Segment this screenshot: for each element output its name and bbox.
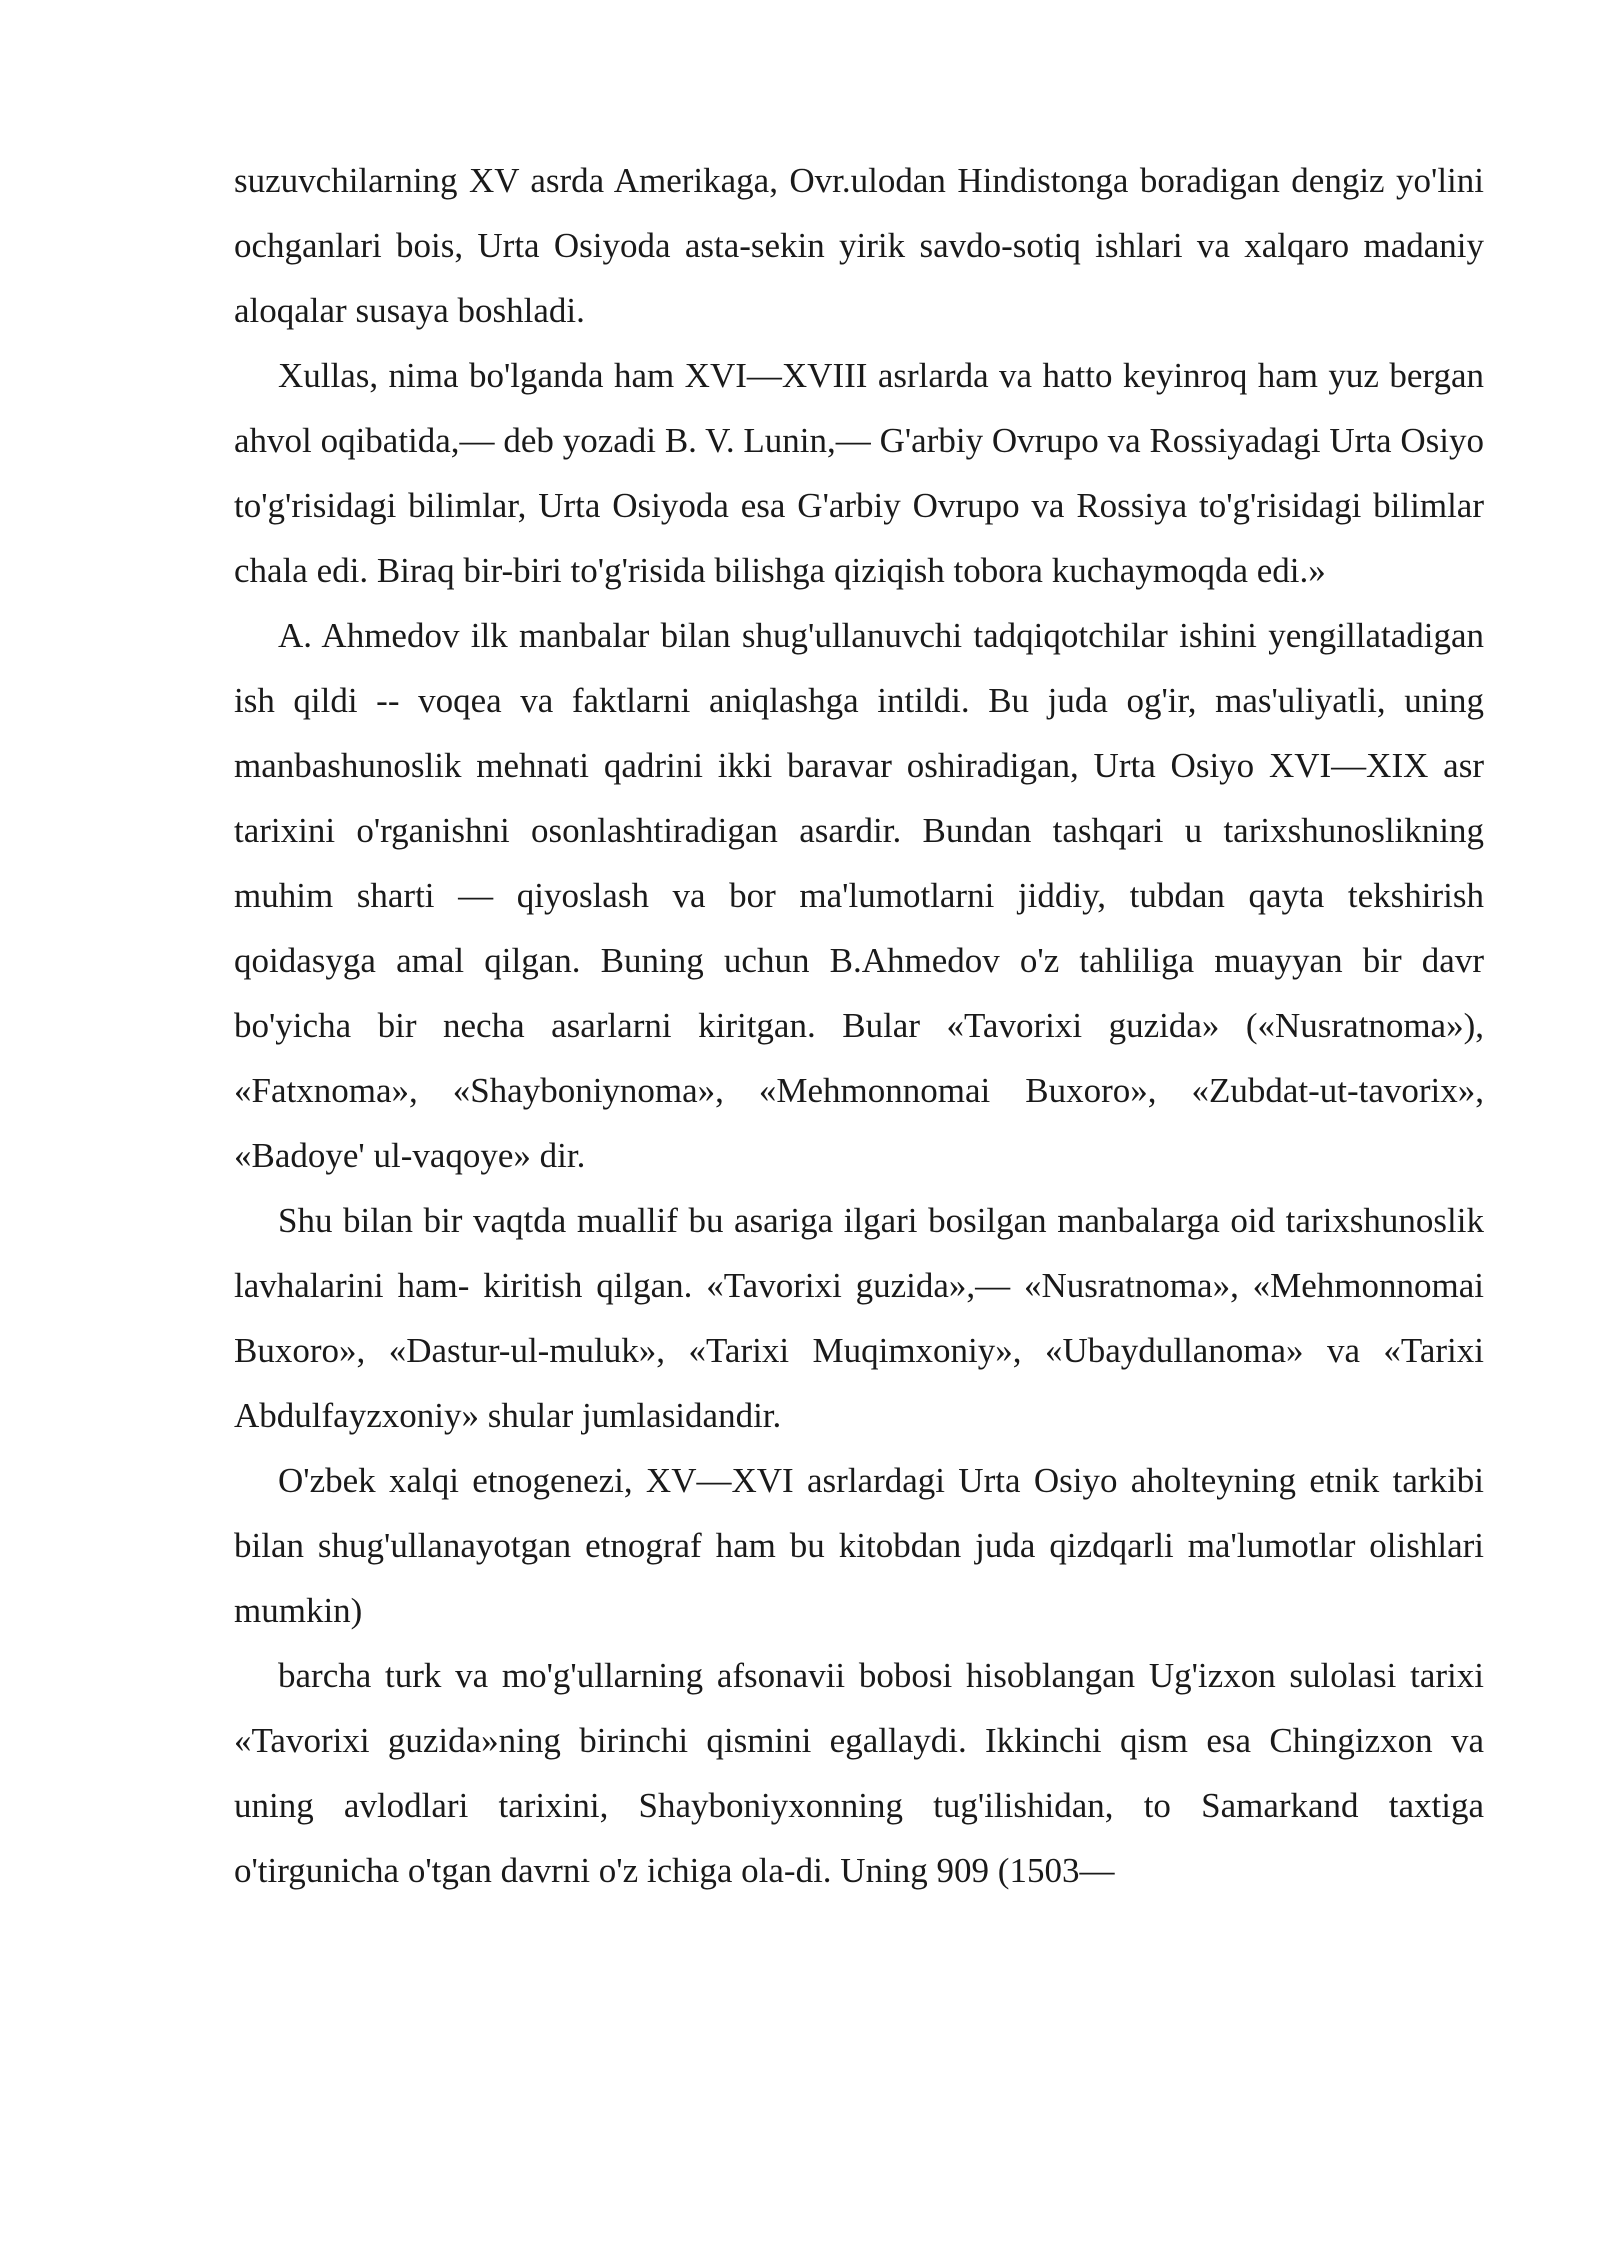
paragraph-ahmedov: A. Ahmedov ilk manbalar bilan shug'ullanuvchi tadqiqotchilar ishini yengillatadigan ish qildi -- voqea va faktlarni aniqlashga intildi. Bu juda og'ir, mas'uliyatli, uning manbashunoslik mehnati qadrini ikki baravar oshiradigan, Urta Osiyo XVI—XIX asr tarixini o'rganishni osonlashtiradigan asardir. Bundan tashqari u tarixshunoslikning muhim sharti — qiyoslash va bor ma'lumotlarni jiddiy, tubdan qayta tekshirish qoidasyga amal qilgan. Buning uchun B.Ahmedov o'z tahliliga muayyan bir davr bo'yicha bir necha asarlarni kiritgan. Bular «Tavorixi guzida» («Nusratnoma»), «Fatxnoma», «Shayboniynoma», «Mehmonnomai Buxoro», «Zubdat-ut-tavorix», «Badoye' ul-vaqoye» dir. (234, 616, 1484, 1175)
paragraph-continued: suzuvchilarning XV asrda Amerikaga, Ovr.ulodan Hindistonga boradigan dengiz yo'lini ochganlari bois, Urta Osiyoda asta-sekin yirik savdo-sotiq ishlari va xalqaro madaniy aloqalar susaya boshladi. (234, 161, 1484, 330)
paragraph-lunin-quote: Xullas, nima bo'lganda ham XVI—XVIII asrlarda va hatto keyinroq ham yuz bergan ahvol oqibatida,— deb yozadi B. V. Lunin,— G'arbiy Ovrupo va Rossiyadagi Urta Osiyo to'g'risidagi bilimlar, Urta Osiyoda esa G'arbiy Ovrupo va Rossiya to'g'risidagi bilimlar chala edi. Biraq bir-biri to'g'risida bilishga qiziqish tobora kuchaymoqda edi.» (234, 356, 1484, 590)
document-body (234, 148, 1484, 1903)
paragraph-ethnogenesis: O'zbek xalqi etnogenezi, XV—XVI asrlardagi Urta Osiyo aholteyning etnik tarkibi bilan shug'ullanayotgan etnograf ham bu kitobdan juda qizdqarli ma'lumotlar olishlari mumkin) (234, 1461, 1484, 1630)
paragraph-historiography: Shu bilan bir vaqtda muallif bu asariga ilgari bosilgan manbalarga oid tarixshunoslik lavhalarini ham- kiritish qilgan. «Tavorixi guzida»,— «Nusratnoma», «Mehmonnomai Buxoro», «Dastur-ul-muluk», «Tarixi Muqimxoniy», «Ubaydullanoma» va «Tarixi Abdulfayzxoniy» shular jumlasidandir. (234, 1201, 1484, 1435)
paragraph-ugizxon: barcha turk va mo'g'ullarning afsonavii bobosi hisoblangan Ug'izxon sulolasi tarixi «Tavorixi guzida»ning birinchi qismini egallaydi. Ikkinchi qism esa Chingizxon va uning avlodlari tarixini, Shayboniyxonning tug'ilishidan, to Samarkand taxtiga o'tirgunicha o'tgan davrni o'z ichiga ola-di. Uning 909 (1503— (234, 1656, 1484, 1890)
